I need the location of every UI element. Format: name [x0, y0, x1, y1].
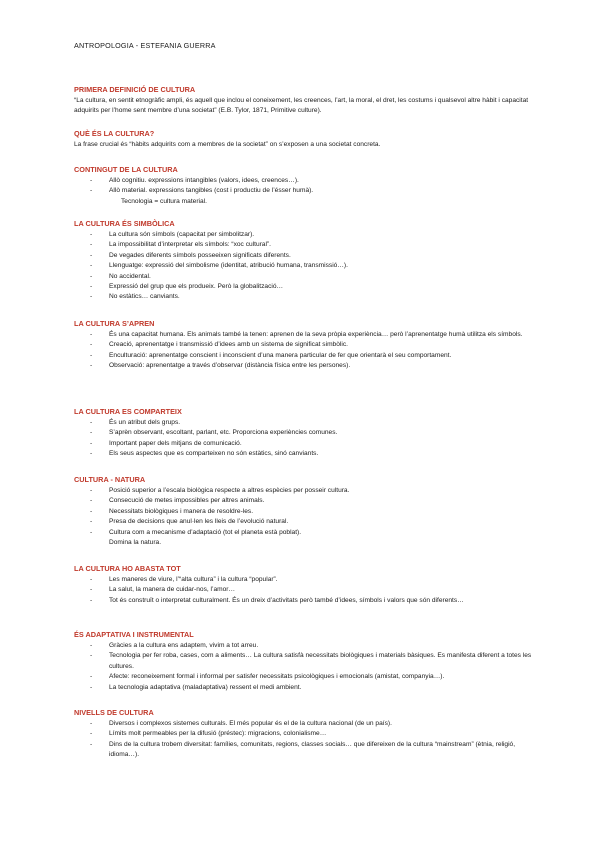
section-nivells	[74, 708, 534, 761]
list-item: - Llenguatge: expressió del simbolisme (identitat, atribució humana, transmissió…).	[74, 261, 534, 271]
list-item: - Necessitats biològiques i manera de resoldre-les.	[74, 507, 534, 517]
list-item: - Allò cognitiu. expressions intangibles (valors, idees, creences…).	[74, 176, 534, 186]
section-contingut	[74, 165, 534, 207]
list-item: Tecnologia = cultura material.	[121, 197, 207, 205]
list-item: - Expressió del grup que els produeix. Però la globalització…	[74, 282, 534, 292]
section-s-apren	[74, 319, 534, 372]
section-title: CONTINGUT DE LA CULTURA	[74, 165, 178, 174]
list-item: Domina la natura.	[109, 539, 162, 547]
list-item: - Important paper dels mitjans de comunicació.	[74, 439, 534, 449]
list-item: - Tot és construït o interpretat culturalment. És un dreix d’activitats però també d’idees, símbols i valors que són diferents…	[74, 596, 534, 606]
list-item: - Cultura com a mecanisme d’adaptació (tot el planeta està poblat).	[74, 528, 534, 538]
list-item: - Presa de decisions que anul·len les lleis de l’evolució natural.	[74, 517, 534, 527]
section-title: LA CULTURA S’APREN	[74, 319, 155, 328]
list-item: - No estàtics… canviants.	[74, 292, 534, 302]
list-item: - No accidental.	[74, 272, 534, 282]
section-title: ÉS ADAPTATIVA I INSTRUMENTAL	[74, 630, 194, 639]
list-item: - De vegades diferents símbols posseeixen significats diferents.	[74, 251, 534, 261]
list-item: - Diversos i complexos sistemes culturals. El més popular és el de la cultura nacional (de un país).	[74, 719, 534, 729]
list-item: - La impossibilitat d’interpretar els símbols: “xoc cultural”.	[74, 240, 534, 250]
list-item: - Gràcies a la cultura ens adaptem, vivim a tot arreu.	[74, 641, 534, 651]
list-item: - És una capacitat humana. Els animals també la tenen: aprenen de la seva pròpia experiència… però l’aprenentatge humà utilitza els símbols.	[74, 330, 534, 340]
section-title: QUÈ ÉS LA CULTURA?	[74, 129, 155, 138]
list-item: - Tecnologia per fer roba, cases, com a aliments… La cultura satisfà necessitats biològiques i materials bàsiques. Es manifesta diferent a totes les cultures.	[74, 651, 534, 672]
section-title: LA CULTURA ES COMPARTEIX	[74, 407, 182, 416]
section-title: CULTURA - NATURA	[74, 475, 146, 484]
document-header: ANTROPOLOGIA - ESTEFANIA GUERRA	[74, 41, 216, 50]
section-title: LA CULTURA ÉS SIMBÒLICA	[74, 219, 175, 228]
section-paragraph: La frase crucial és “hàbits adquirits com a membres de la societat” on s’exposen a una societat concreta.	[74, 141, 381, 148]
section-cultura-natura	[74, 475, 534, 548]
list-item: - Allò material. expressions tangibles (cost i productiu de l’ésser humà).	[74, 186, 534, 196]
list-item: - Consecució de metes impossibles per altres animals.	[74, 496, 534, 506]
list-item: - Observació: aprenentatge a través d’observar (distància física entre les persones).	[74, 361, 534, 371]
list-item: - És un atribut dels grups.	[74, 418, 534, 428]
list-item: - S’aprèn observant, escoltant, parlant, etc. Proporciona experiències comunes.	[74, 428, 534, 438]
list-item: - Posició superior a l’escala biològica respecte a altres espècies per posseir cultura.	[74, 486, 534, 496]
list-item: - Els seus aspectes que es comparteixen no són estàtics, sinó canviants.	[74, 449, 534, 459]
section-simbolica	[74, 219, 534, 303]
list-item: - Dins de la cultura trobem diversitat: famílies, comunitats, regions, classes socials… que difereixen de la cultura “mainstream” (ètnia, religió, idioma…).	[74, 740, 534, 761]
list-item: - Creació, aprenentatge i transmissió d’idees amb un sistema de significat simbòlic.	[74, 340, 534, 350]
list-item: - Afecte: reconeixement formal i informal per satisfer necessitats psicològiques i emocionals (amistat, companyia…).	[74, 672, 534, 682]
section-primera-definicio	[74, 85, 534, 117]
list-item: - Enculturació: aprenentatge conscient i inconscient d’una manera particular de fer que orientarà el seu comportament.	[74, 351, 534, 361]
list-item: - Les maneres de viure, l’“alta cultura” i la cultura “popular”.	[74, 575, 534, 585]
list-item: - La salut, la manera de cuidar-nos, l’amor…	[74, 585, 534, 595]
section-paragraph: “La cultura, en sentit etnogràfic ampli, és aquell que inclou el coneixement, les creences, l’art, la moral, el dret, les costums i qualsevol altre hàbit i capacitat adquirits per l’home sent membre d’una societat” (E.B. Tylor, 1871, Primitive culture).	[74, 97, 529, 115]
section-adaptativa	[74, 630, 534, 693]
list-item: - La cultura són símbols (capacitat per simbolitzar).	[74, 230, 534, 240]
section-title: LA CULTURA HO ABASTA TOT	[74, 564, 181, 573]
section-title: PRIMERA DEFINICIÓ DE CULTURA	[74, 85, 196, 94]
list-item: - Límits molt permeables per la difusió (préstec): migracions, colonialisme…	[74, 729, 534, 739]
section-que-es-la-cultura	[74, 129, 534, 150]
section-ho-abasta-tot	[74, 564, 534, 606]
list-item: - La tecnologia adaptativa (maladaptativa) ressent el medi ambient.	[74, 683, 534, 693]
section-title: NIVELLS DE CULTURA	[74, 708, 154, 717]
section-comparteix	[74, 407, 534, 460]
